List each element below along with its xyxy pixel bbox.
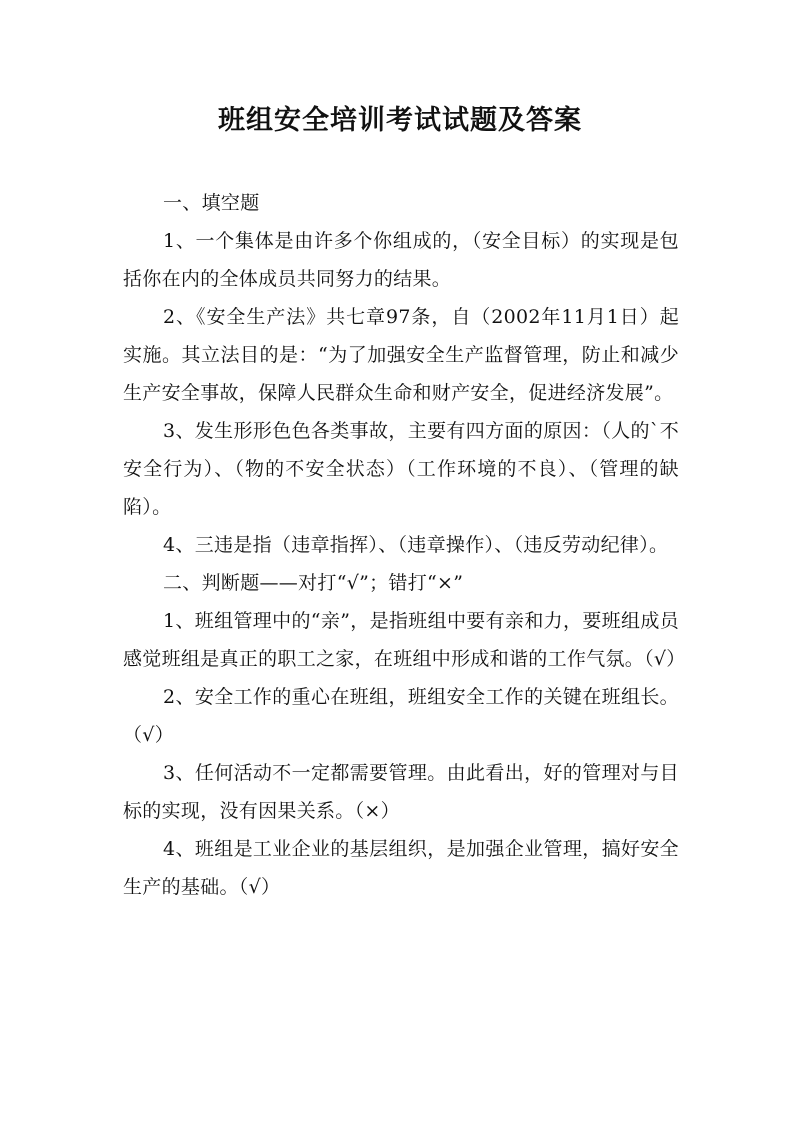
section-heading-true-false: 二、判断题——对打“√”；错打“×” — [163, 572, 464, 594]
question-paragraph: 1、一个集体是由许多个你组成的，（安全目标）的实现是包括你在内的全体成员共同努力的结果。 — [123, 230, 679, 290]
question-paragraph: 3、发生形形色色各类事故，主要有四方面的原因：（人的`不安全行为）、（物的不安全状态）（工作环境的不良）、（管理的缺陷）。 — [123, 420, 679, 518]
document-title: 班组安全培训考试试题及答案 — [218, 105, 582, 136]
section-heading-fill-in-blank: 一、填空题 — [163, 192, 260, 214]
question-paragraph: 4、班组是工业企业的基层组织，是加强企业管理，搞好安全生产的基础。（√） — [123, 838, 679, 898]
document-body — [123, 184, 686, 906]
question-paragraph: 2、安全工作的重心在班组，班组安全工作的关键在班组长。（√） — [123, 686, 679, 746]
question-paragraph: 4、三违是指（违章指挥）、（违章操作）、（违反劳动纪律）。 — [163, 534, 669, 556]
question-paragraph: 3、任何活动不一定都需要管理。由此看出，好的管理对与目标的实现，没有因果关系。（×） — [123, 762, 679, 822]
question-paragraph: 1、班组管理中的“亲”，是指班组中要有亲和力，要班组成员感觉班组是真正的职工之家，在班组中形成和谐的工作气氛。（√） — [123, 610, 686, 670]
question-paragraph: 2、《安全生产法》共七章97条，自（2002年11月1日）起实施。其立法目的是：“为了加强安全生产监督管理，防止和减少生产安全事故，保障人民群众生命和财产安全，促进经济发展”。 — [123, 306, 679, 404]
